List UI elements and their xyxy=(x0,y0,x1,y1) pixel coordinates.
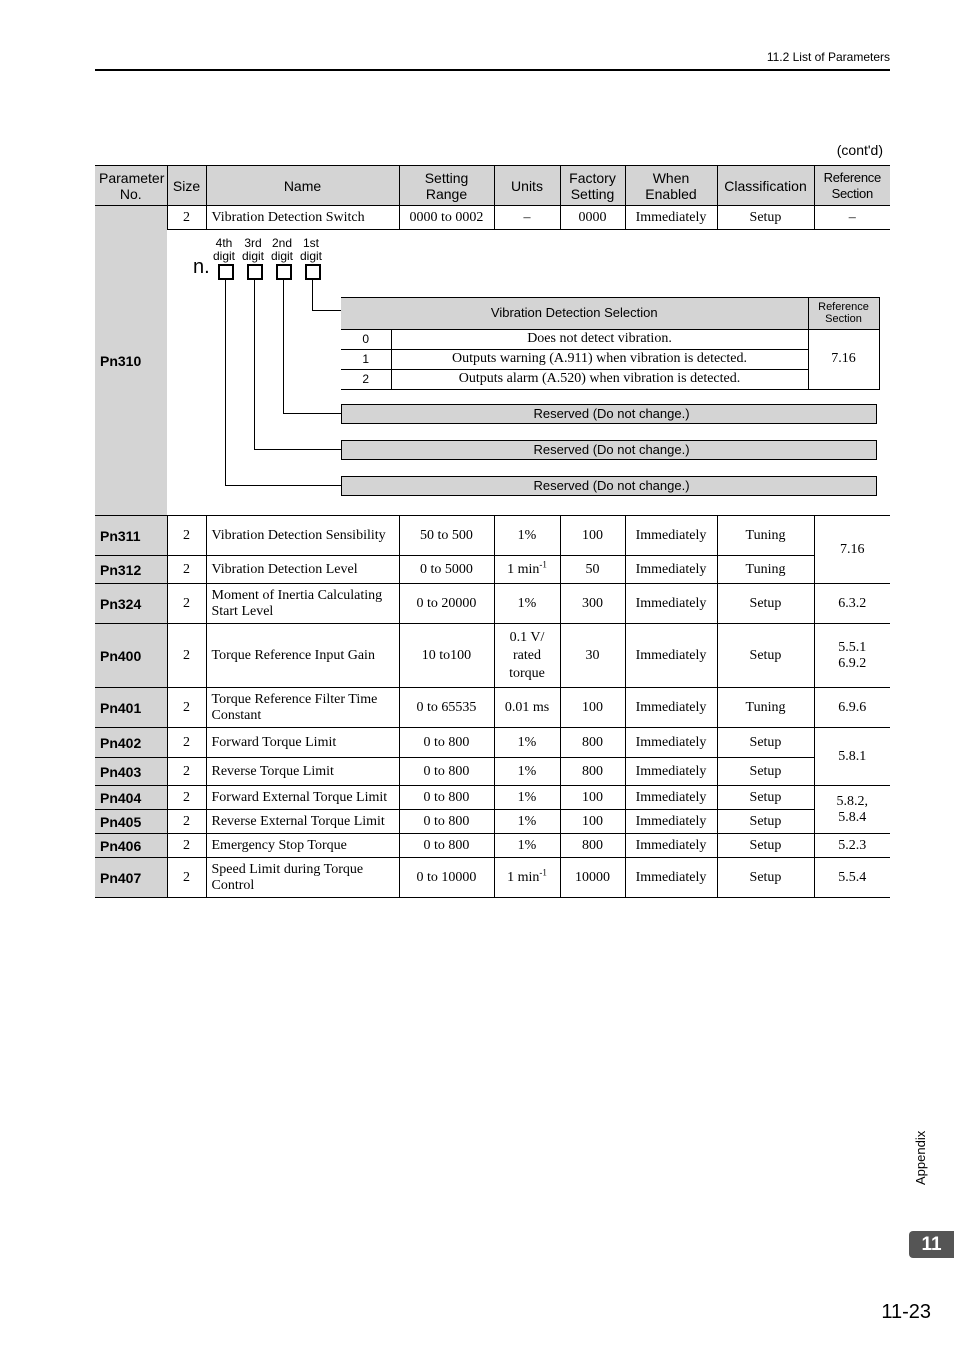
table-row xyxy=(95,516,890,556)
param-enabled: Immediately xyxy=(625,556,717,584)
param-no: Pn400 xyxy=(95,624,167,688)
table-row xyxy=(95,834,890,858)
param-no: Pn404 xyxy=(95,786,167,810)
param-ref: 7.16 xyxy=(814,516,890,584)
param-ref: 5.2.3 xyxy=(814,834,890,858)
param-range: 0 to 65535 xyxy=(399,688,494,728)
table-row xyxy=(95,624,890,688)
col-header: When Enabled xyxy=(625,166,717,206)
param-enabled: Immediately xyxy=(625,728,717,758)
reserved-4th-digit: Reserved (Do not change.) xyxy=(341,476,877,496)
table-row xyxy=(95,758,890,786)
param-size: 2 xyxy=(167,858,206,898)
param-size: 2 xyxy=(167,206,206,230)
param-units: 1% xyxy=(494,786,560,810)
param-factory: 0000 xyxy=(560,206,625,230)
param-class: Tuning xyxy=(717,516,814,556)
param-factory: 50 xyxy=(560,556,625,584)
param-units: 1 $\min^{-1}$ xyxy=(494,556,560,584)
connector-3rd xyxy=(254,280,255,449)
param-size: 2 xyxy=(167,834,206,858)
col-header: Name xyxy=(206,166,399,206)
param-size: 2 xyxy=(167,810,206,834)
param-name: Torque Reference Input Gain xyxy=(206,624,399,688)
option-value: 2 xyxy=(341,369,391,389)
option-desc: Outputs alarm (A.520) when vibration is detected. xyxy=(391,369,808,389)
param-units: 0.01 ms xyxy=(494,688,560,728)
option-desc: Outputs warning (A.911) when vibration is detected. xyxy=(391,349,808,369)
param-range: 0 to 800 xyxy=(399,786,494,810)
header-rule xyxy=(95,69,890,71)
param-units: 1% xyxy=(494,728,560,758)
digit-label-3rd: 3rd digit xyxy=(241,235,264,263)
param-no: Pn401 xyxy=(95,688,167,728)
param-no: Pn324 xyxy=(95,584,167,624)
param-units: 1% xyxy=(494,516,560,556)
param-factory: 100 xyxy=(560,688,625,728)
param-name: Reverse External Torque Limit xyxy=(206,810,399,834)
param-factory: 100 xyxy=(560,786,625,810)
param-name: Reverse Torque Limit xyxy=(206,758,399,786)
param-units: – xyxy=(494,206,560,230)
param-enabled: Immediately xyxy=(625,516,717,556)
param-class: Setup xyxy=(717,786,814,810)
table-row xyxy=(95,584,890,624)
param-factory: 800 xyxy=(560,728,625,758)
param-size: 2 xyxy=(167,516,206,556)
param-size: 2 xyxy=(167,688,206,728)
col-header: Parameter No. xyxy=(95,166,167,206)
option-ref: 7.16 xyxy=(808,329,879,389)
table-row xyxy=(95,556,890,584)
param-ref: 6.9.6 xyxy=(814,688,890,728)
param-enabled: Immediately xyxy=(625,834,717,858)
param-enabled: Immediately xyxy=(625,584,717,624)
param-name: Vibration Detection Level xyxy=(206,556,399,584)
param-class: Setup xyxy=(717,810,814,834)
col-header: Setting Range xyxy=(399,166,494,206)
param-no: Pn403 xyxy=(95,758,167,786)
param-size: 2 xyxy=(167,758,206,786)
param-range: 0 to 20000 xyxy=(399,584,494,624)
digit-label-4th: 4th digit xyxy=(212,235,235,263)
param-range: 0 to 800 xyxy=(399,834,494,858)
param-factory: 100 xyxy=(560,810,625,834)
table-row xyxy=(95,810,890,834)
param-enabled: Immediately xyxy=(625,858,717,898)
param-class: Setup xyxy=(717,834,814,858)
param-range: 0 to 800 xyxy=(399,758,494,786)
param-enabled: Immediately xyxy=(625,758,717,786)
param-ref: 5.8.2, 5.8.4 xyxy=(814,786,890,834)
digit-box-3rd xyxy=(247,264,263,280)
table-row xyxy=(95,858,890,898)
continued-note: (cont'd) xyxy=(836,142,883,158)
param-no: Pn311 xyxy=(95,516,167,556)
reserved-2nd-digit: Reserved (Do not change.) xyxy=(341,404,877,424)
connector-2nd xyxy=(283,280,284,413)
param-factory: 300 xyxy=(560,584,625,624)
option-desc: Does not detect vibration. xyxy=(391,329,808,349)
digit-label-1st: 1st digit xyxy=(299,235,322,263)
param-factory: 100 xyxy=(560,516,625,556)
param-prefix: n. xyxy=(193,255,210,278)
param-name: Vibration Detection Sensibility xyxy=(206,516,399,556)
connector-2nd-h xyxy=(283,413,341,414)
param-range: 10 to100 xyxy=(399,624,494,688)
digit-box-4th xyxy=(218,264,234,280)
param-units: 1% xyxy=(494,810,560,834)
page-number: 11-23 xyxy=(881,1301,931,1323)
digit-label-2nd: 2nd digit xyxy=(270,235,293,263)
selection-ref-header: Reference Section xyxy=(808,297,879,329)
col-header: Size xyxy=(167,166,206,206)
param-size: 2 xyxy=(167,584,206,624)
param-units: 0.1 V/ rated torque xyxy=(494,624,560,688)
param-enabled: Immediately xyxy=(625,810,717,834)
param-class: Setup xyxy=(717,728,814,758)
digit-diagram-cell xyxy=(167,230,890,516)
vibration-selection-table xyxy=(341,297,880,390)
table-row xyxy=(95,786,890,810)
table-row xyxy=(95,206,890,230)
col-header: Classification xyxy=(717,166,814,206)
param-factory: 800 xyxy=(560,834,625,858)
param-name: Forward Torque Limit xyxy=(206,728,399,758)
parameter-table xyxy=(95,165,890,898)
connector-4th-h xyxy=(225,485,341,486)
connector-1st-h xyxy=(312,310,341,311)
connector-4th xyxy=(225,280,226,485)
param-class: Setup xyxy=(717,758,814,786)
param-enabled: Immediately xyxy=(625,206,717,230)
param-class: Setup xyxy=(717,584,814,624)
table-row xyxy=(95,728,890,758)
col-header: Units xyxy=(494,166,560,206)
param-units: 1% xyxy=(494,834,560,858)
running-header: 11.2 List of Parameters xyxy=(766,50,890,64)
param-range: 0 to 800 xyxy=(399,728,494,758)
param-range: 0000 to 0002 xyxy=(399,206,494,230)
param-class: Tuning xyxy=(717,556,814,584)
connector-1st xyxy=(312,280,313,310)
param-class: Setup xyxy=(717,206,814,230)
param-class: Setup xyxy=(717,858,814,898)
param-ref: 6.3.2 xyxy=(814,584,890,624)
table-row xyxy=(95,688,890,728)
col-header: Reference Section xyxy=(814,166,890,206)
digit-box-1st xyxy=(305,264,321,280)
param-ref: – xyxy=(814,206,890,230)
param-factory: 10000 xyxy=(560,858,625,898)
param-ref: 5.8.1 xyxy=(814,728,890,786)
param-name: Vibration Detection Switch xyxy=(206,206,399,230)
param-ref: 5.5.4 xyxy=(814,858,890,898)
digit-diagram xyxy=(167,231,889,515)
param-name: Forward External Torque Limit xyxy=(206,786,399,810)
param-factory: 30 xyxy=(560,624,625,688)
param-factory: 800 xyxy=(560,758,625,786)
param-size: 2 xyxy=(167,728,206,758)
param-ref: 5.5.1 6.9.2 xyxy=(814,624,890,688)
param-units: 1 $\min^{-1}$ xyxy=(494,858,560,898)
param-range: 0 to 5000 xyxy=(399,556,494,584)
param-units: 1% xyxy=(494,758,560,786)
table-row-diagram xyxy=(95,230,890,516)
option-value: 0 xyxy=(341,329,391,349)
param-name: Moment of Inertia Calculating Start Level xyxy=(206,584,399,624)
param-class: Setup xyxy=(717,624,814,688)
param-enabled: Immediately xyxy=(625,786,717,810)
param-range: 50 to 500 xyxy=(399,516,494,556)
param-size: 2 xyxy=(167,624,206,688)
digit-box-2nd xyxy=(276,264,292,280)
param-no: Pn310 xyxy=(95,206,167,516)
option-value: 1 xyxy=(341,349,391,369)
param-class: Tuning xyxy=(717,688,814,728)
param-size: 2 xyxy=(167,786,206,810)
param-name: Speed Limit during Torque Control xyxy=(206,858,399,898)
connector-3rd-h xyxy=(254,449,341,450)
param-size: 2 xyxy=(167,556,206,584)
reserved-3rd-digit: Reserved (Do not change.) xyxy=(341,440,877,460)
param-no: Pn405 xyxy=(95,810,167,834)
selection-title: Vibration Detection Selection xyxy=(341,297,808,329)
param-no: Pn407 xyxy=(95,858,167,898)
param-range: 0 to 10000 xyxy=(399,858,494,898)
param-no: Pn312 xyxy=(95,556,167,584)
table-header-row xyxy=(95,166,890,206)
chapter-side-label: Appendix xyxy=(913,1130,928,1185)
param-enabled: Immediately xyxy=(625,624,717,688)
col-header: Factory Setting xyxy=(560,166,625,206)
param-name: Torque Reference Filter Time Constant xyxy=(206,688,399,728)
param-name: Emergency Stop Torque xyxy=(206,834,399,858)
param-units: 1% xyxy=(494,584,560,624)
param-no: Pn406 xyxy=(95,834,167,858)
param-enabled: Immediately xyxy=(625,688,717,728)
param-range: 0 to 800 xyxy=(399,810,494,834)
param-no: Pn402 xyxy=(95,728,167,758)
chapter-tab: 11 xyxy=(909,1231,954,1258)
